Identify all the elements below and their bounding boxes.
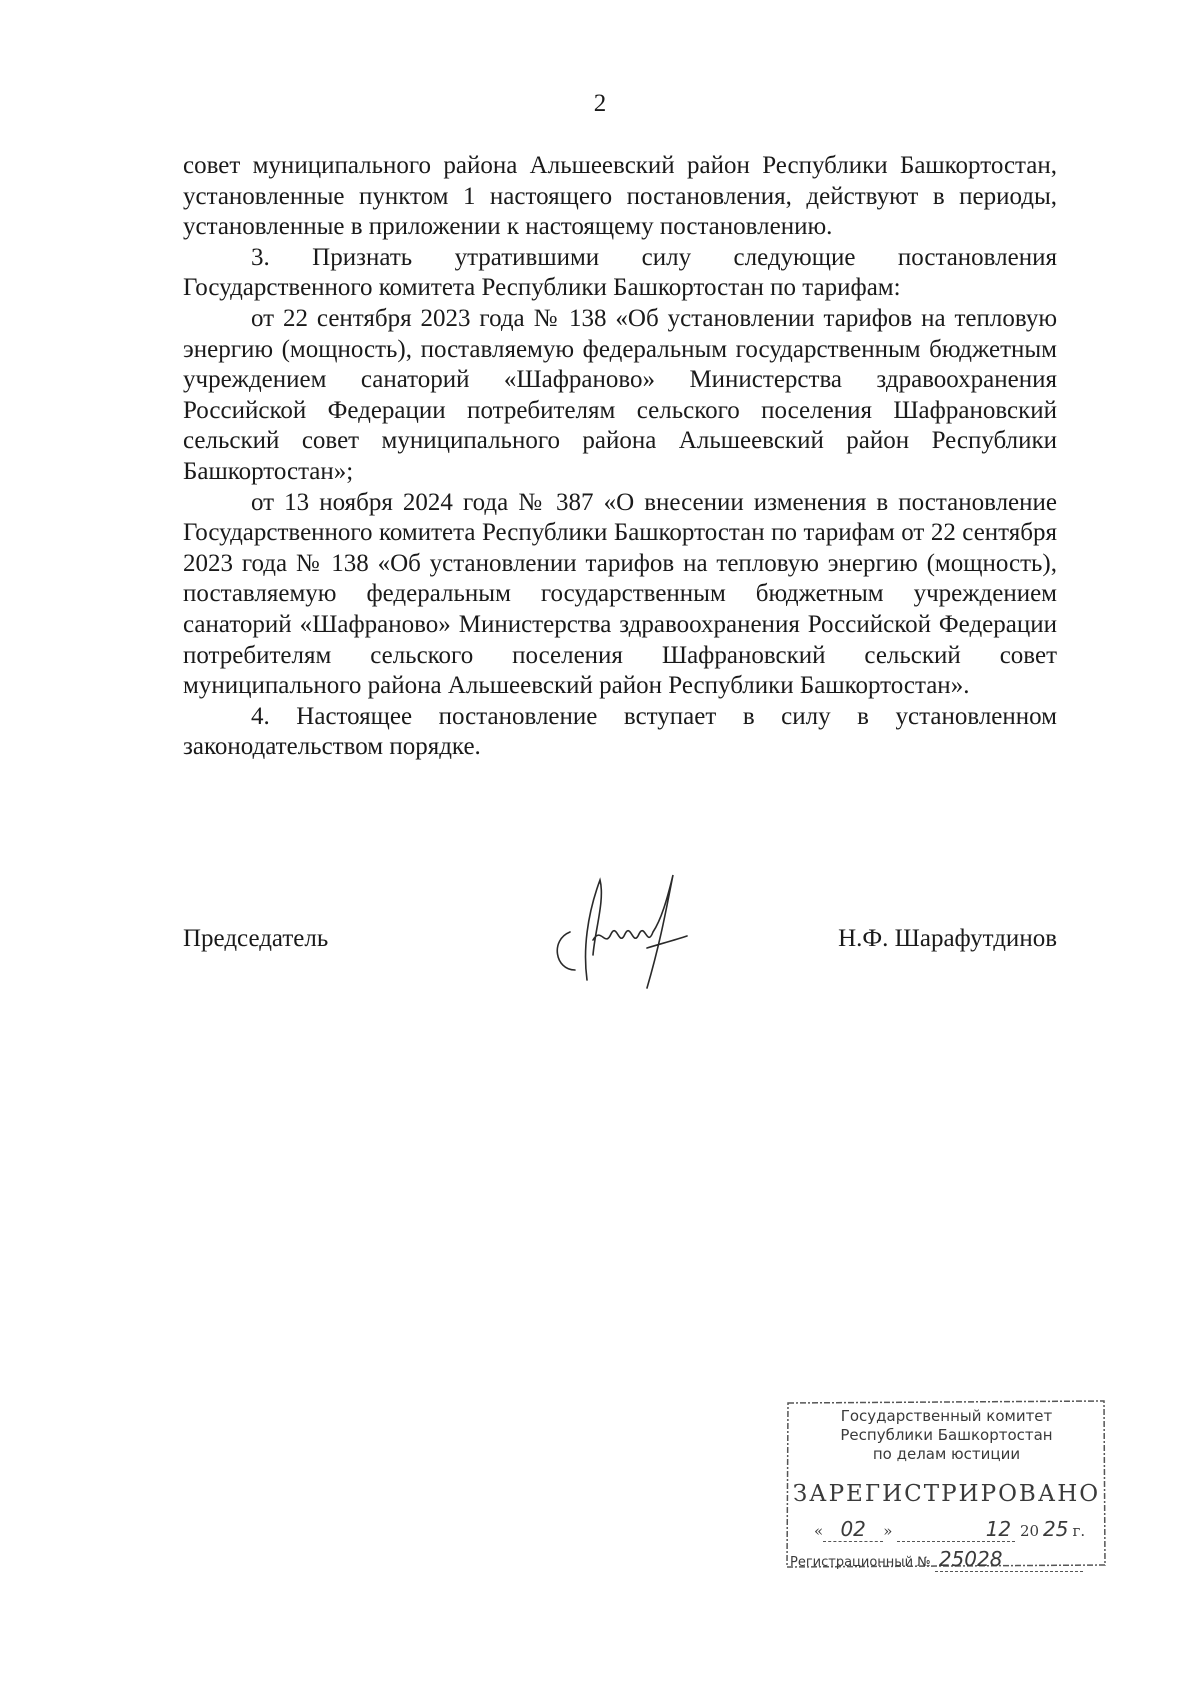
stamp-day: 02	[823, 1517, 883, 1542]
paragraph-repealed-decree-2: от 13 ноября 2024 года № 387 «О внесении изменения в постановление Государственного комитета Республики Башкортостан по тарифам от 22 сентября 2023 года № 138 «Об установлении тарифов на тепловую энергию (мощность), поставляемую федеральным государственным бюджетным учреждением санаторий «Шафраново» Министерства здравоохранения Российской Федерации потребителям сельского поселения Шафрановский сельский совет муниципального района Альшеевский район Республики Башкортостан».	[183, 488, 1057, 700]
stamp-date: « 02 » 12 20 25 г.	[814, 1517, 1086, 1541]
handwritten-signature	[535, 860, 695, 1000]
stamp-organization: Государственный комитет Республики Башкортостан по делам юстиции	[840, 1407, 1053, 1463]
paragraph-item-3: 3. Признать утратившими силу следующие постановления Государственного комитета Республики Башкортостан по тарифам:	[183, 243, 1057, 302]
registration-stamp	[784, 1397, 1109, 1569]
paragraph-item-4: 4. Настоящее постановление вступает в силу в установленном законодательством порядке.	[183, 702, 1057, 761]
stamp-month: 12	[897, 1517, 1015, 1542]
stamp-year: 25	[1043, 1517, 1069, 1541]
stamp-registration-number: Регистрационный № 25028	[790, 1547, 1083, 1572]
paragraph-repealed-decree-1: от 22 сентября 2023 года № 138 «Об установлении тарифов на тепловую энергию (мощность), поставляемую федеральным государственным бюджетным учреждением санаторий «Шафраново» Министерства здравоохранения Российской Федерации потребителям сельского поселения Шафрановский сельский совет муниципального района Альшеевский район Республики Башкортостан»;	[183, 304, 1057, 485]
registration-number-value: 25028	[935, 1547, 1083, 1572]
page-number: 2	[593, 90, 607, 117]
document-body	[183, 151, 1057, 763]
stamp-status: ЗАРЕГИСТРИРОВАНО	[792, 1481, 1101, 1507]
paragraph-continuation: совет муниципального района Альшеевский район Республики Башкортостан, установленные пунктом 1 настоящего постановления, действуют в периоды, установленные в приложении к настоящему постановлению.	[183, 152, 1057, 241]
signatory-name: Н.Ф. Шарафутдинов	[838, 925, 1057, 952]
signatory-title: Председатель	[183, 925, 329, 952]
